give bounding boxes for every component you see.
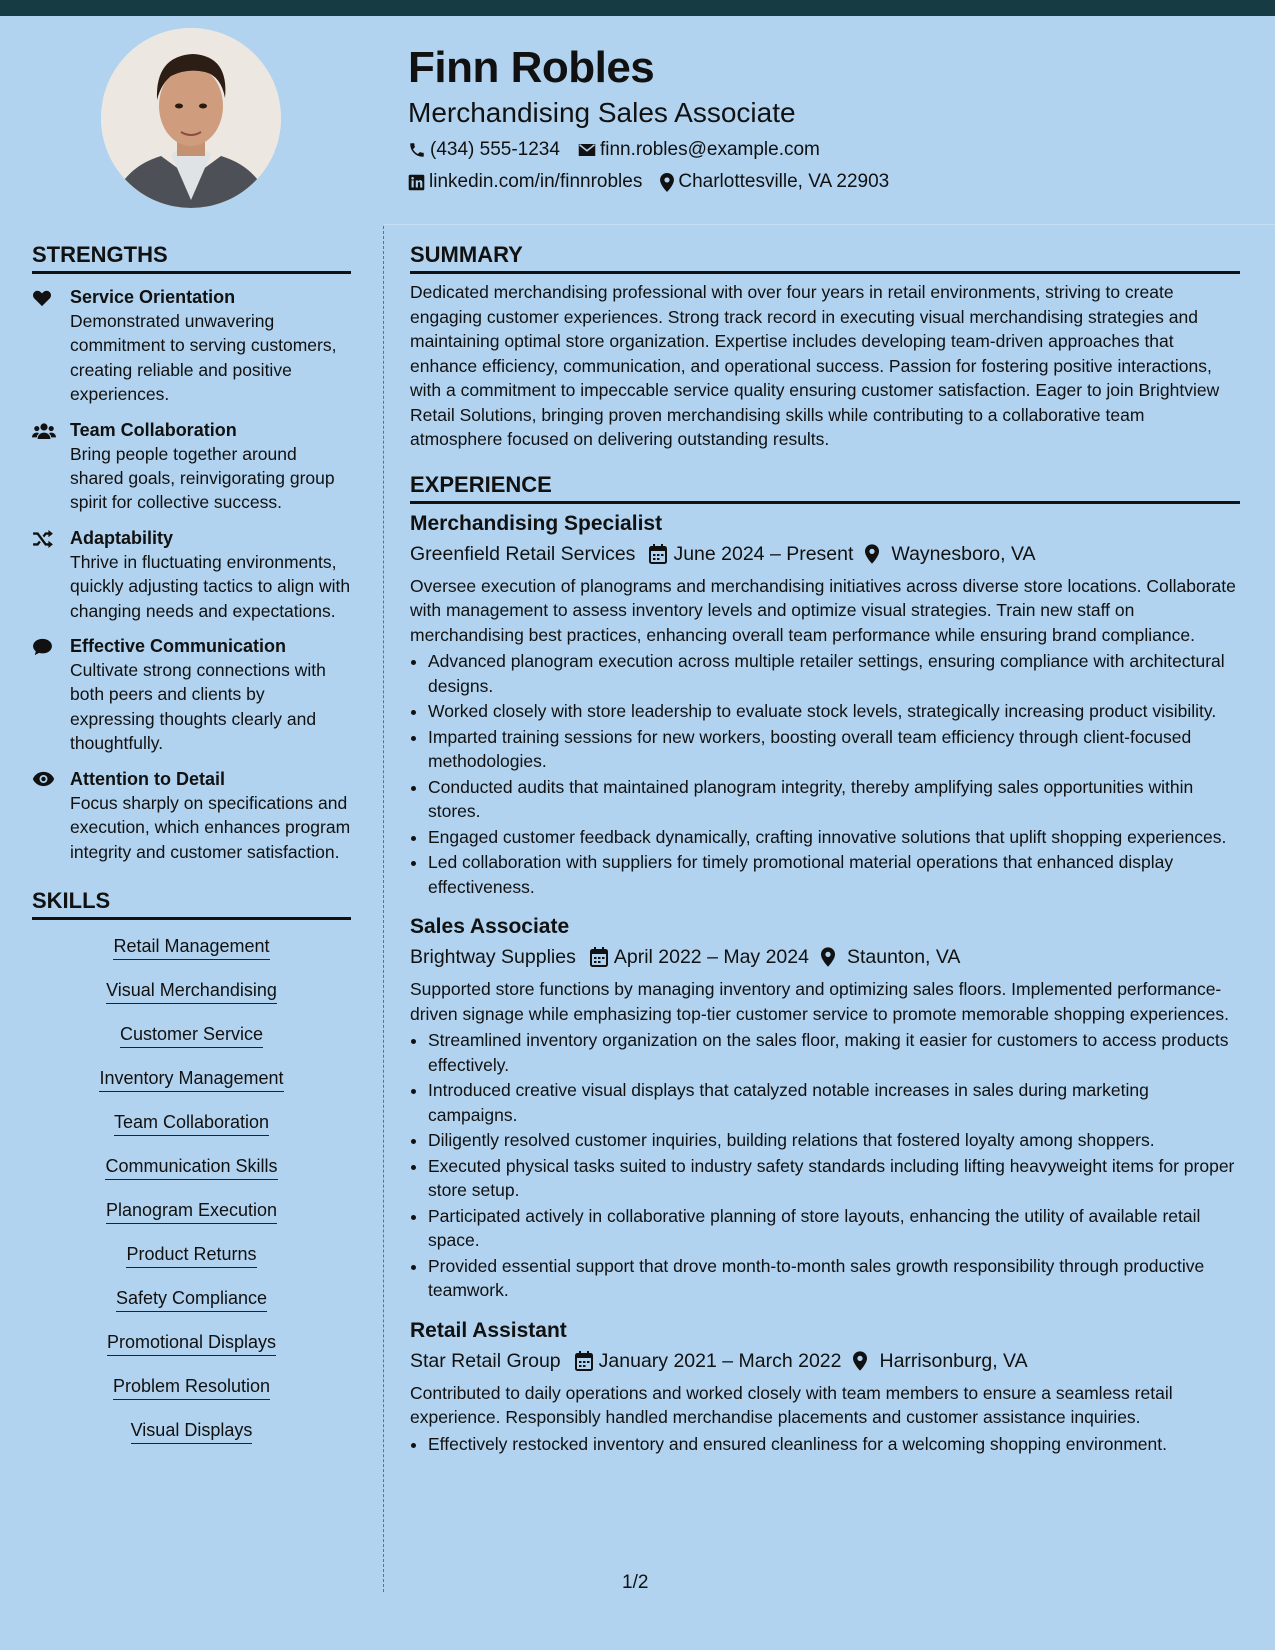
job-bullets bbox=[410, 1432, 1240, 1457]
job-bullet: • Provided essential support that drove month-to-month sales growth responsibility through productive teamwork. bbox=[428, 1254, 1240, 1303]
strengths-heading: STRENGTHS bbox=[32, 240, 351, 274]
page-number: 1/2 bbox=[622, 1572, 649, 1593]
column-divider bbox=[383, 226, 384, 1592]
strength-desc: Demonstrated unwavering commitment to serving customers, creating reliable and positive experiences. bbox=[70, 311, 337, 405]
job-title: Merchandising Specialist bbox=[410, 511, 663, 535]
job-location: Waynesboro, VA bbox=[891, 542, 1036, 565]
strength-item bbox=[32, 526, 351, 623]
job-bullet: • Worked closely with store leadership to evaluate stock levels, strategically increasing product visibility. bbox=[428, 699, 1240, 724]
left-column bbox=[32, 240, 351, 1462]
strength-desc: Bring people together around shared goals, reinvigorating group spirit for collective success. bbox=[70, 443, 335, 513]
job-bullets bbox=[410, 649, 1240, 899]
candidate-name: Finn Robles bbox=[408, 43, 655, 92]
skill-tag: Product Returns bbox=[126, 1242, 256, 1268]
job-bullet: • Imparted training sessions for new workers, boosting overall team efficiency through client-focused methodologies. bbox=[428, 725, 1240, 774]
strength-name: Attention to Detail bbox=[70, 768, 225, 789]
job-entry bbox=[410, 510, 1240, 900]
phone-text: (434) 555-1234 bbox=[430, 139, 560, 160]
job-dates: April 2022 – May 2024 bbox=[613, 946, 809, 968]
strength-item bbox=[32, 418, 351, 515]
experience-section bbox=[410, 470, 1240, 1457]
summary-section bbox=[410, 240, 1240, 452]
strength-desc: Focus sharply on specifications and execution, which enhances program integrity and customer satisfaction. bbox=[70, 792, 351, 862]
job-bullet: • Participated actively in collaborative planning of store layouts, enhancing the utility of available retail space. bbox=[428, 1204, 1240, 1253]
contact-info bbox=[408, 138, 968, 202]
contact-email[interactable] bbox=[578, 138, 820, 162]
job-bullet: • Diligently resolved customer inquiries, building relations that fostered loyalty among shoppers. bbox=[428, 1128, 1240, 1153]
heart-icon bbox=[32, 289, 52, 307]
linkedin-icon bbox=[408, 174, 425, 191]
job-description: Supported store functions by managing inventory and optimizing sales floors. Implemented performance-driven signage while emphasizing top-tier customer service to promote memorable shopping experiences. bbox=[410, 979, 1230, 1024]
strength-item bbox=[32, 767, 351, 864]
contact-linkedin[interactable] bbox=[408, 170, 642, 194]
job-bullet: • Engaged customer feedback dynamically, crafting innovative solutions that uplift shopping experiences. bbox=[428, 825, 1240, 850]
strength-desc: Cultivate strong connections with both peers and clients by expressing thoughts clearly and thoughtfully. bbox=[70, 660, 326, 754]
strength-desc: Thrive in fluctuating environments, quickly adjusting tactics to align with changing needs and expectations. bbox=[70, 551, 351, 621]
calendar-icon bbox=[575, 1351, 593, 1371]
strengths-section bbox=[32, 240, 351, 864]
location-text: Charlottesville, VA 22903 bbox=[678, 171, 890, 192]
summary-heading: SUMMARY bbox=[410, 240, 1240, 274]
job-bullet: • Led collaboration with suppliers for timely promotional material operations that enhanced display effectiveness. bbox=[428, 850, 1240, 899]
map-pin-icon bbox=[865, 544, 879, 564]
job-bullet: • Advanced planogram execution across multiple retailer settings, ensuring compliance with architectural designs. bbox=[428, 649, 1240, 698]
envelope-icon bbox=[578, 142, 596, 158]
contact-phone bbox=[408, 138, 560, 162]
users-icon bbox=[32, 422, 56, 440]
skills-section bbox=[32, 886, 351, 1462]
job-location: Staunton, VA bbox=[846, 946, 961, 968]
job-meta bbox=[410, 943, 1240, 971]
calendar-icon bbox=[649, 544, 667, 564]
skills-list bbox=[32, 934, 351, 1462]
skill-tag: Communication Skills bbox=[105, 1154, 277, 1180]
skill-tag: Visual Displays bbox=[131, 1418, 253, 1444]
job-meta bbox=[410, 540, 1240, 568]
strength-name: Adaptability bbox=[70, 527, 174, 548]
right-column bbox=[410, 240, 1240, 1470]
top-bar bbox=[0, 0, 1275, 16]
strength-item bbox=[32, 634, 351, 756]
skill-tag: Planogram Execution bbox=[106, 1198, 277, 1224]
eye-icon bbox=[32, 771, 55, 787]
contact-location bbox=[660, 170, 889, 194]
skill-tag: Problem Resolution bbox=[113, 1374, 270, 1400]
map-pin-icon bbox=[660, 173, 674, 192]
job-title: Retail Assistant bbox=[410, 1318, 567, 1342]
linkedin-text: linkedin.com/in/finnrobles bbox=[429, 171, 643, 192]
skill-tag: Visual Merchandising bbox=[106, 978, 277, 1004]
candidate-title: Merchandising Sales Associate bbox=[408, 97, 796, 128]
strength-name: Effective Communication bbox=[70, 636, 287, 657]
skill-tag: Safety Compliance bbox=[116, 1286, 267, 1312]
email-text: finn.robles@example.com bbox=[599, 139, 820, 160]
job-dates: June 2024 – Present bbox=[673, 542, 854, 565]
calendar-icon bbox=[590, 947, 608, 967]
skill-tag: Team Collaboration bbox=[114, 1110, 269, 1136]
job-company: Greenfield Retail Services bbox=[410, 542, 636, 565]
job-dates: January 2021 – March 2022 bbox=[598, 1349, 842, 1372]
resume-header bbox=[408, 40, 1248, 202]
job-entry bbox=[410, 913, 1240, 1303]
job-bullets bbox=[410, 1028, 1240, 1303]
job-location: Harrisonburg, VA bbox=[879, 1349, 1028, 1372]
experience-heading: EXPERIENCE bbox=[410, 470, 1240, 504]
map-pin-icon bbox=[853, 1351, 867, 1371]
skill-tag: Customer Service bbox=[120, 1022, 263, 1048]
skill-tag: Inventory Management bbox=[99, 1066, 283, 1092]
job-bullet: • Executed physical tasks suited to industry safety standards including lifting heavyweight items for proper store setup. bbox=[428, 1154, 1240, 1203]
strength-name: Service Orientation bbox=[70, 287, 236, 307]
speech-bubble-icon bbox=[32, 638, 53, 656]
job-bullet: • Streamlined inventory organization on the sales floor, making it easier for customers to access products effectively. bbox=[428, 1028, 1240, 1077]
summary-text: Dedicated merchandising professional with over four years in retail environments, striving to create engaging customer experiences. Strong track record in executing visual merchandising strategies and maintaining optimal store organization. Expertise includes developing team-driven approaches that enhance efficiency, communication, and operational success. Passion for fostering positive interactions, with a commitment to impeccable service quality ensuring customer satisfaction. Eager to join Brightview Retail Solutions, bringing proven merchandising skills while contributing to a collaborative team atmosphere focused on delivering outstanding results. bbox=[410, 282, 1220, 449]
profile-photo bbox=[101, 28, 281, 208]
skill-tag: Promotional Displays bbox=[107, 1330, 276, 1356]
job-description: Contributed to daily operations and worked closely with team members to ensure a seamless retail experience. Responsibly handled merchandise placements and customer assistance inquiries. bbox=[410, 1382, 1173, 1427]
job-bullet: • Effectively restocked inventory and ensured cleanliness for a welcoming shopping environment. bbox=[428, 1432, 1240, 1457]
strength-item bbox=[32, 285, 351, 407]
job-bullet: • Conducted audits that maintained planogram integrity, thereby amplifying sales opportunities within stores. bbox=[428, 775, 1240, 824]
job-company: Star Retail Group bbox=[410, 1349, 561, 1372]
shuffle-icon bbox=[32, 530, 54, 548]
job-bullet: • Introduced creative visual displays that catalyzed notable increases in sales during marketing campaigns. bbox=[428, 1078, 1240, 1127]
skills-heading: SKILLS bbox=[32, 886, 351, 920]
skill-tag: Retail Management bbox=[113, 934, 269, 960]
job-entry bbox=[410, 1317, 1240, 1457]
strength-name: Team Collaboration bbox=[70, 419, 237, 440]
job-company: Brightway Supplies bbox=[410, 946, 576, 968]
job-description: Oversee execution of planograms and merchandising initiatives across diverse store locations. Collaborate with management to assess inventory levels and optimize visual strategies. Train new staff on merchandising best practices, enhancing overall team performance while ensuring brand compliance. bbox=[410, 575, 1236, 645]
job-title: Sales Associate bbox=[410, 915, 570, 938]
job-meta bbox=[410, 1347, 1240, 1375]
phone-icon bbox=[408, 141, 426, 159]
map-pin-icon bbox=[821, 947, 835, 967]
header-divider bbox=[384, 224, 1275, 225]
